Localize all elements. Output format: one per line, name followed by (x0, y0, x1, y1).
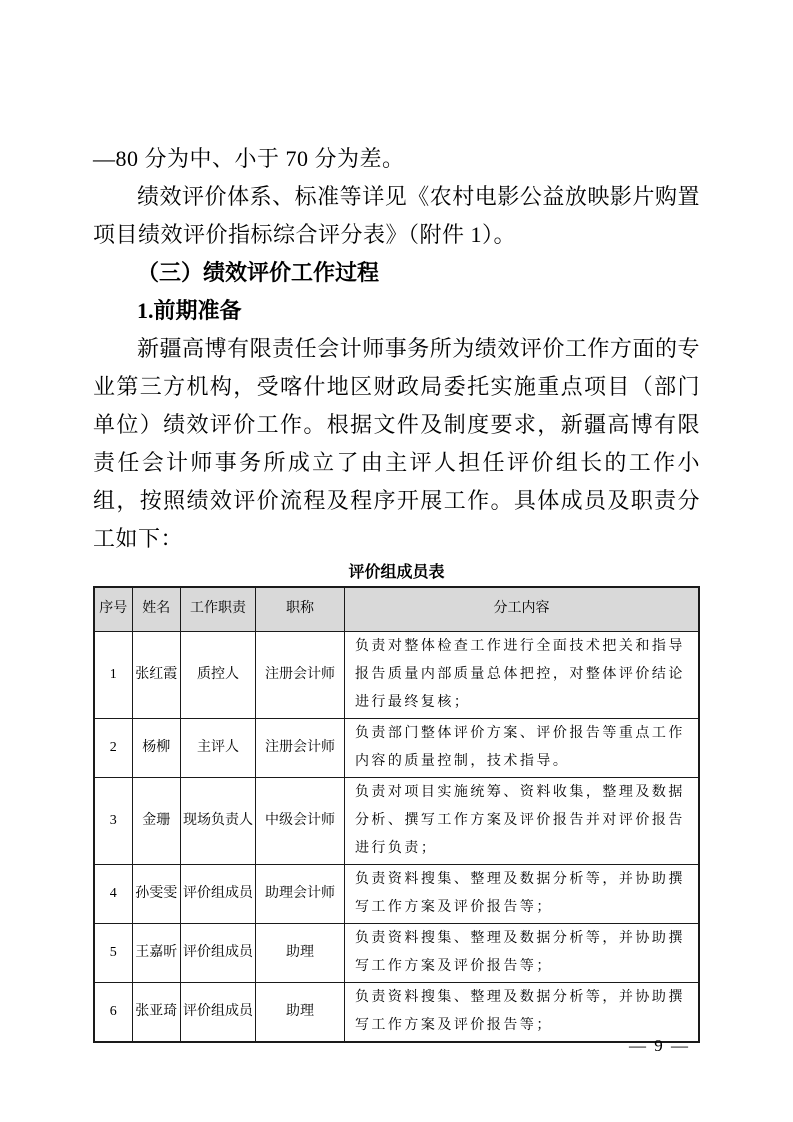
table-cell: 金珊 (132, 777, 180, 864)
page-number: — 9 — (629, 1036, 690, 1055)
table-cell: 2 (94, 718, 132, 777)
evaluation-members-table (93, 586, 700, 1043)
table-cell: 质控人 (181, 631, 256, 718)
column-header: 分工内容 (344, 587, 699, 631)
table-cell: 1 (94, 631, 132, 718)
table-cell: 张红霞 (132, 631, 180, 718)
table-cell: 负责资料搜集、整理及数据分析等，并协助撰写工作方案及评价报告等； (344, 923, 699, 982)
table-row (94, 718, 699, 777)
table-cell: 负责资料搜集、整理及数据分析等，并协助撰写工作方案及评价报告等； (344, 864, 699, 923)
members-table-body (94, 631, 699, 1042)
table-title: 评价组成员表 (348, 564, 445, 581)
table-cell: 注册会计师 (256, 718, 345, 777)
table-cell: 孙雯雯 (132, 864, 180, 923)
table-header-row (94, 587, 699, 631)
table-cell: 3 (94, 777, 132, 864)
table-row (94, 631, 699, 718)
table-cell: 评价组成员 (181, 864, 256, 923)
section-heading: （三）绩效评价工作过程 (137, 260, 380, 285)
table-cell: 6 (94, 982, 132, 1042)
table-cell: 4 (94, 864, 132, 923)
document-content (93, 140, 700, 1043)
table-cell: 负责部门整体评价方案、评价报告等重点工作内容的质量控制，技术指导。 (344, 718, 699, 777)
table-cell: 助理 (256, 923, 345, 982)
paragraph-evaluation-system: 绩效评价体系、标准等详见《农村电影公益放映影片购置项目绩效评价指标综合评分表》（附件 1）。 (93, 184, 700, 247)
column-header: 职称 (256, 587, 345, 631)
table-cell: 注册会计师 (256, 631, 345, 718)
table-row (94, 982, 699, 1042)
table-cell: 王嘉昕 (132, 923, 180, 982)
table-cell: 杨柳 (132, 718, 180, 777)
column-header: 序号 (94, 587, 132, 631)
table-cell: 负责对整体检查工作进行全面技术把关和指导报告质量内部质量总体把控，对整体评价结论进行最终复核； (344, 631, 699, 718)
table-cell: 现场负责人 (181, 777, 256, 864)
table-row (94, 864, 699, 923)
table-cell: 助理会计师 (256, 864, 345, 923)
paragraph-preparation: 新疆高博有限责任会计师事务所为绩效评价工作方面的专业第三方机构，受喀什地区财政局委托实施重点项目（部门单位）绩效评价工作。根据文件及制度要求，新疆高博有限责任会计师事务所成立了由主评人担任评价组长的工作小组，按照绩效评价流程及程序开展工作。具体成员及职责分工如下： (93, 336, 700, 551)
paragraph-score-scale: —80 分为中、小于 70 分为差。 (93, 146, 405, 171)
table-cell: 负责资料搜集、整理及数据分析等，并协助撰写工作方案及评价报告等； (344, 982, 699, 1042)
table-row (94, 777, 699, 864)
table-cell: 助理 (256, 982, 345, 1042)
table-cell: 主评人 (181, 718, 256, 777)
table-row (94, 923, 699, 982)
table-cell: 负责对项目实施统筹、资料收集，整理及数据分析、撰写工作方案及评价报告并对评价报告进行负责； (344, 777, 699, 864)
table-cell: 评价组成员 (181, 982, 256, 1042)
table-cell: 5 (94, 923, 132, 982)
subsection-heading: 1.前期准备 (137, 298, 242, 323)
table-cell: 张亚琦 (132, 982, 180, 1042)
column-header: 姓名 (132, 587, 180, 631)
table-cell: 评价组成员 (181, 923, 256, 982)
column-header: 工作职责 (181, 587, 256, 631)
table-cell: 中级会计师 (256, 777, 345, 864)
